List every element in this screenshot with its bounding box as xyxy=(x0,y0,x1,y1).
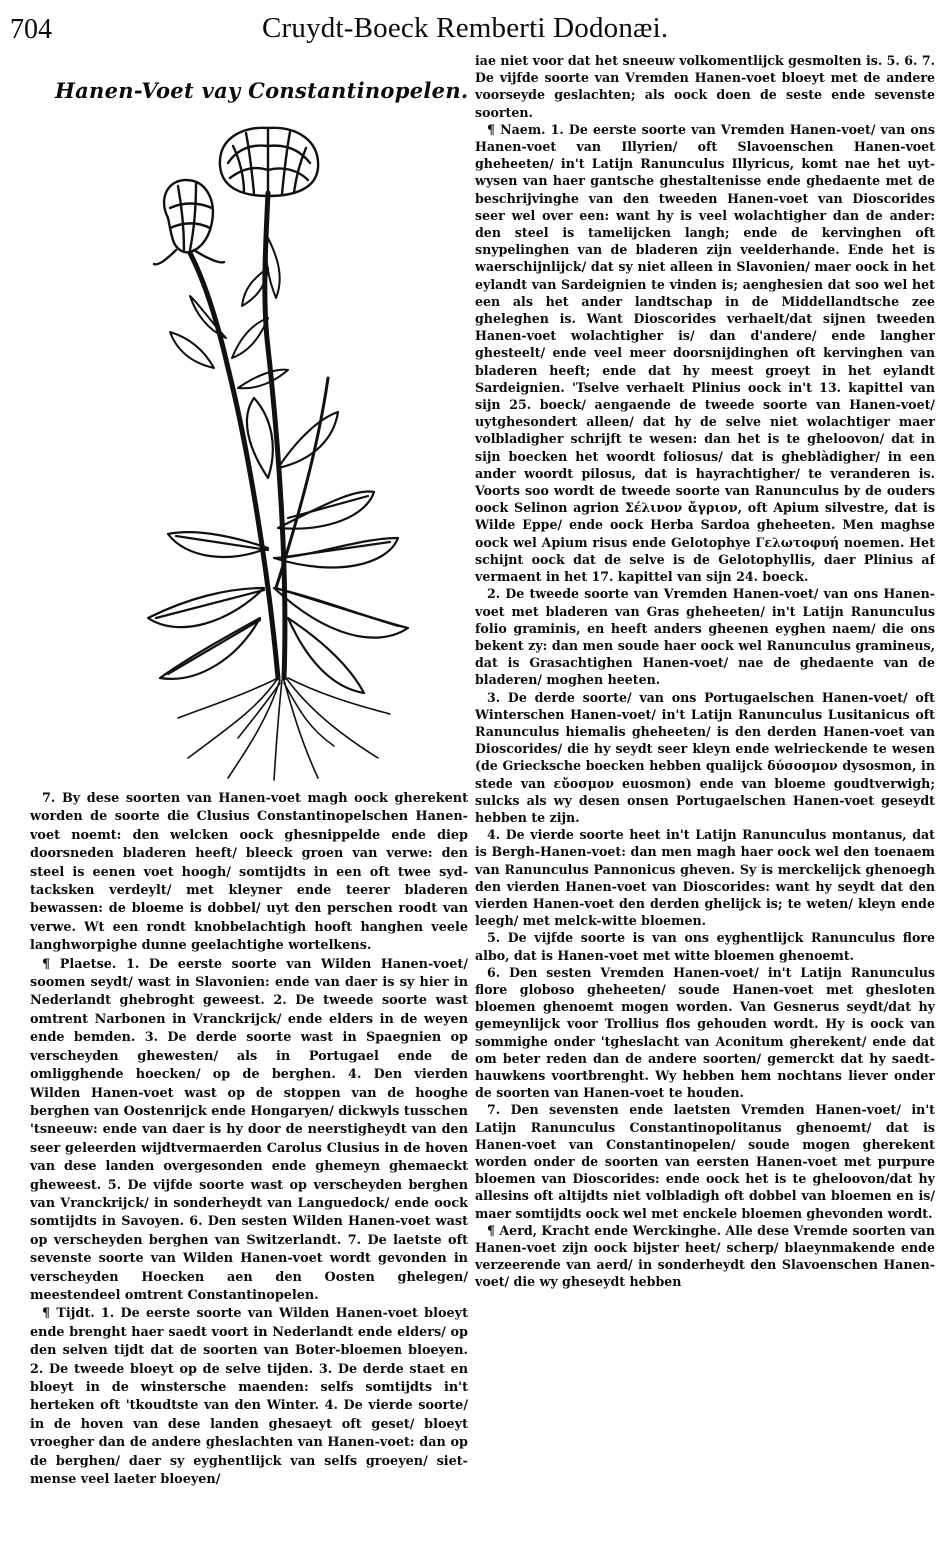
paragraph: 6. Den sesten Vremden Hanen-voet/ in't Latijn Ranunculus flore globoso gheheeten/ soude Hanen-voet met ghesloten bloemen ghenoemt mogen worden. Van Gesnerus seydt/dat hy gemeynlijck voor Trollius flos gehouden wordt. Hy is oock van sommighe onder 'tgheslacht van Aconitum gherekent/ ende dat om beter reden dan de andere soorten/ gemerckt dat hy saedt-hauwkens voortbrenght. Wy hebben hem nochtans liever onder de soorten van Hanen-voet te houden. xyxy=(475,964,935,1101)
paragraph: ¶ Plaetse. 1. De eerste soorte van Wilden Hanen-voet/ soomen seydt/ wast in Slavonien: ende van daer is sy hier in Nederlandt ghebroght geweest. 2. De tweede soorte wast omtrent Narbonen in Vranckrijck/ ende elders in de weyen ende bemden. 3. De derde soorte wast in Spaegnien op verscheyden ghewesten/ als in Portugael ende de omligghende hoecken/ op de berghen. 4. Den vierden Wilden Hanen-voet wast op de stoppen van de hooghe berghen van Oostenrijck ende Hongaryen/ dickwyls tusschen 'tsneeuw: ende van daer is hy door de neerstigheydt van den seer geleerden wijdtvermaerden Carolus Clusius in de hoven van dese landen overgesonden ende ghemeyn ghemaeckt gheweest. 5. De vijfde soorte wast op verscheyden berghen van Vranckrijck/ in sonderheydt van Languedock/ ende oock somtijdts in Savoyen. 6. Den sesten Wilden Hanen-voet wast op verscheyden berghen van Switzerlandt. 7. De laetste oft sevenste soorte van Wilden Hanen-voet wordt gevonden in verscheyden Hoecken aen den Oosten ghelegen/ meestendeel omtrent Constantinopelen. xyxy=(30,956,468,1303)
right-text-column xyxy=(475,52,935,1560)
figure-caption: Hanen-Voet vay Constantinopelen. xyxy=(55,78,469,103)
paragraph: ¶ Aerd, Kracht ende Werckinghe. Alle dese Vremde soorten van Hanen-voet zijn oock bijster heet/ scherp/ blaeynmakende ende verzeerende van aerd/ in sonderheydt den Slavoenschen Hanen-voet/ die wy gheseydt hebben xyxy=(475,1222,935,1290)
paragraph: 3. De derde soorte/ van ons Portugaelschen Hanen-voet/ oft Winterschen Hanen-voet/ in't Latijn Ranunculus Lusitanicus oft Ranunculus hiemalis gheheeten/ is den derden Hanen-voet van Dioscorides/ die hy seydt seer kleyn ende welrieckende te wesen (de Griecksche boecken hebben qualijck δύσοσμον dysosmon, in stede van εὔοσμον euosmon) ende van bloeme goudtverwigh; sulcks als wy desen onsen Portugaelschen Hanen-voet geseydt hebben te zijn. xyxy=(475,689,935,825)
globeflower-woodcut-illustration xyxy=(128,118,428,783)
paragraph: 7. Den sevensten ende laetsten Vremden Hanen-voet/ in't Latijn Ranunculus Constantinopolitanus ghenoemt/ dat is Hanen-voet van Constantinopelen/ soude mogen gherekent worden onder de soorten van eersten Hanen-voet met purpure bloemen van Dioscorides: ende oock het is te gheloovon/dat hy allesins oft altijdts niet volbladigh oft dobbel van bloemen en is/ maer somtijdts oock wel met enckele bloemen ghevonden wordt. xyxy=(475,1102,935,1221)
paragraph: ¶ Tijdt. 1. De eerste soorte van Wilden Hanen-voet bloeyt ende brenght haer saedt voort in Nederlandt ende elders/ op den selven tijdt dat de soorten van Boter-bloemen bloeyen. 2. De tweede bloeyt op de selve tijden. 3. De derde staet en bloeyt in de winstersche maenden: selfs somtijdts in't herteken oft 'tkoudtste van den Winter. 4. De vierde soorte/ in de hoven van dese landen ghesaeyt oft geset/ bloeyt vroegher dan de andere gheslachten van Hanen-voet: dan op de berghen/ daer sy eyghentlijck van selfs groeyen/ siet-mense veel laeter bloeyen/ xyxy=(30,1306,468,1488)
paragraph: 4. De vierde soorte heet in't Latijn Ranunculus montanus, dat is Bergh-Hanen-voet: dan men magh haer oock wel den toenaem van Ranunculus Pannonicus gheven. Sy is merckelijck ghenoegh den vierden Hanen-voet van Dioscorides: want hy seydt dat den vierden Hanen-voet den derden ghelijck is; te weten/ kleyn ende leegh/ met melck-witte bloemen. xyxy=(475,827,935,929)
paragraph: ¶ Naem. 1. De eerste soorte van Vremden Hanen-voet/ van ons Hanen-voet van Illyrien/ oft Slavoenschen Hanen-voet gheheeten/ in't Latijn Ranunculus Illyricus, komt nae het uyt-wysen van haer gantsche ghestaltenisse ende ghedaente met de beschrijvinghe van den tweeden Hanen-voet van Dioscorides seer wel over een: want hy is veel wolachtigher dan de ander: den steel is tamelijcken langh; ende de kervinghen oft snypelinghen van de bladeren zijn veelderhande. Ende het is waerschijnlijck/ dat sy niet alleen in Slavonien/ maer oock in het eylandt van Sardeignien te vinden is; aenghesien dat soo wel het een als het ander landtschap in de Middellandtsche zee gheleghen is. Want Dioscorides verhaelt/dat sijnen tweeden Hanen-voet wolachtigher is/ dan d'andere/ ende langher ghesteelt/ ende veel meer doorsnijdinghen oft kervinghen van bladeren heeft; ende dat hy meest groeyt in het eylandt Sardeignien. 'Tselve verhaelt Plinius oock in't 13. kapittel van sijn 25. boeck/ aengaende de tweede soorte van Hanen-voet/ uytghesondert alleen/ dat hy de selve niet wolachtiger maer volbladigher schrijft te wesen: dan het is te gheloovon/ dat in sijn boecken het woordt foliosus/ dat is gheblàdigher/ in een ander woordt pilosus, dat is hayrachtigher/ te veranderen is. Voorts soo wordt de tweede soorte van Ranunculus by de ouders oock Selinon agrion Σέλινον ἄγριον, oft Apium silvestre, dat is Wilde Eppe/ ende oock Herba Sardoa gheheeten. Men maghse oock wel Apium risus ende Gelotophye Γελωτοφυή noemen. Het schijnt oock dat de selve is de Gelotophyllis, daer Plinius af vermaent in het 17. kapittel van sijn 24. boeck. xyxy=(475,121,935,585)
paragraph: iae niet voor dat het sneeuw volkomentlijck gesmolten is. 5. 6. 7. De vijfde soorte van Vremden Hanen-voet bloeyt met de andere voorseyde geslachten; als oock doen de seste ende sevenste soorten. xyxy=(475,53,935,120)
paragraph: 2. De tweede soorte van Vremden Hanen-voet/ van ons Hanen-voet met bladeren van Gras gheheeten/ in't Latijn Ranunculus folio graminis, en heeft anders gheenen eyghen naem/ die ons bekent zy: dan men soude haer oock wel Ranunculus gramineus, dat is Grasachtighen Hanen-voet/ nae de ghedaente van de bladeren/ moghen heeten. xyxy=(475,586,935,688)
running-title: Cruydt-Boeck Remberti Dodonæi. xyxy=(262,12,669,44)
paragraph: 7. By dese soorten van Hanen-voet magh oock gherekent worden de soorte die Clusius Constantinopelschen Hanen-voet noemt: den welcken oock ghesnippelde ende diep doorsneden bladeren heeft/ bleeck groen van verwe: den steel is eenen voet hoogh/ somtijdts in een oft twee syd-tacksken verdeylt/ met kleyner ende teerer bladeren bewassen: de bloeme is dobbel/ uyt den perschen roodt van verwe. Wt een rondt knobbelachtigh hooft hanghen veele langhworpighe dunne geelachtighe wortelkens. xyxy=(30,791,468,954)
page-number: 704 xyxy=(10,14,52,45)
paragraph: 5. De vijfde soorte is van ons eyghentlijck Ranunculus flore albo, dat is Hanen-voet met witte bloemen ghenoemt. xyxy=(475,930,935,963)
left-text-column xyxy=(30,790,468,1560)
